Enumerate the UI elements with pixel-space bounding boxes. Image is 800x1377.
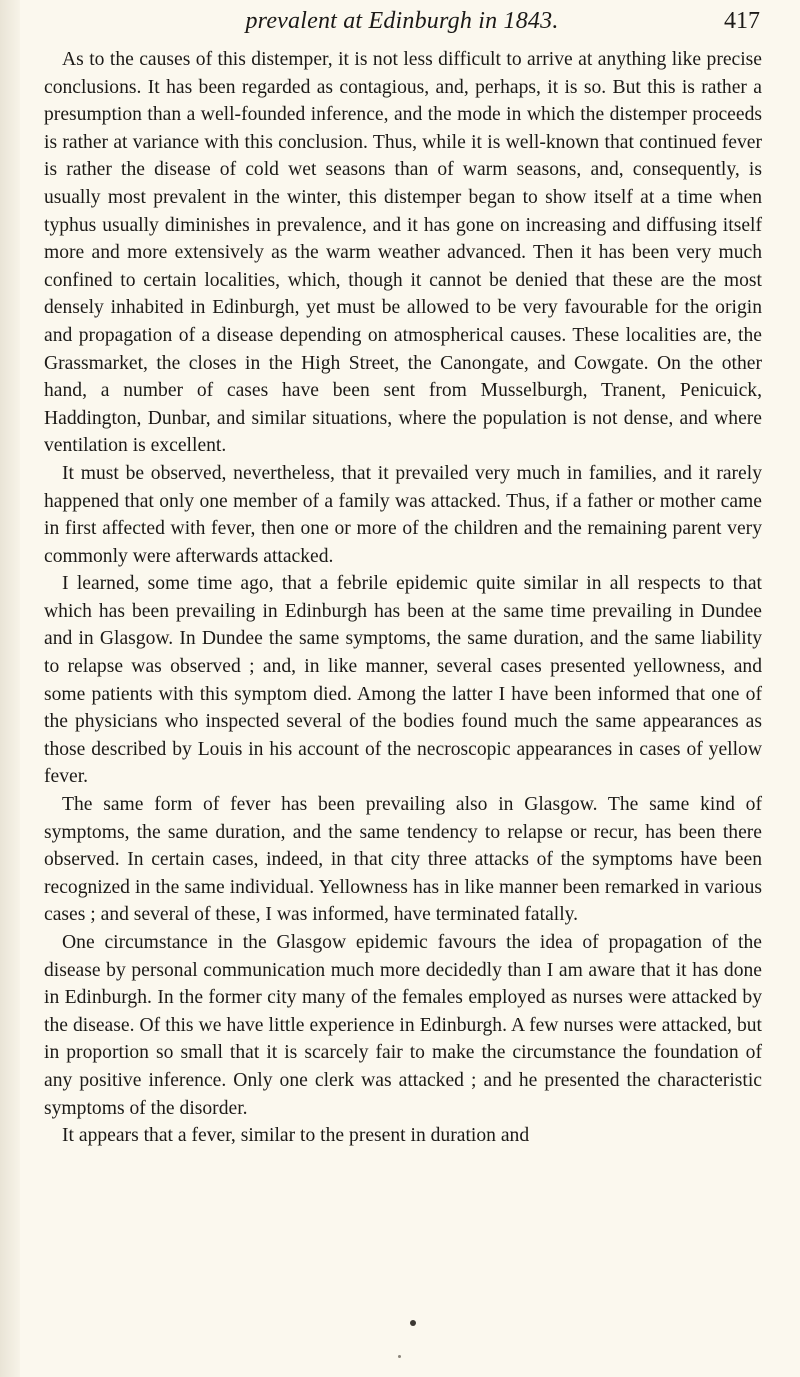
paragraph-similar-fever: It appears that a fever, similar to the present in duration and [62, 1125, 530, 1147]
paragraph-causes: As to the causes of this distemper, it is not less difficult to arrive at anything like precise conclusions. It has been regarded as contagious, and, perhaps, it is so. But this is rather a presumption than a well-founded inference, and the mode in which the distemper proceeds is rather at variance with this conclusion. Thus, while it is well-known that continued fever is rather the disease of cold wet seasons than of warm seasons, and, consequently, is usually most prevalent in the winter, this distemper began to show itself at a time when typhus usually diminishes in prevalence, and it has gone on increasing and diffusing itself more and more extensively as the warm weather advanced. Then it has been very much confined to certain localities, which, though it cannot be denied that these are the most densely inhabited in Edinburgh, yet must be allowed to be very favourable for the origin and propagation of a disease depending on atmospherical causes. These localities are, the Grassmarket, the closes in the High Street, the Canongate, and Cowgate. On the other hand, a number of cases have been sent from Musselburgh, Tranent, Penicuick, Haddington, Dunbar, and similar situations, where the population is not dense, and where ventilation is excellent. [44, 49, 762, 457]
ink-speck [398, 1355, 401, 1358]
paragraph-families: It must be observed, nevertheless, that it prevailed very much in families, and it rarely happened that only one member of a family was attacked. Thus, if a father or mother came in first affected with fever, then one or more of the children and the remaining parent very commonly were afterwards attacked. [44, 462, 762, 567]
running-head [44, 8, 760, 38]
page-number: 417 [724, 8, 760, 34]
paragraph-dundee: I learned, some time ago, that a febrile epidemic quite similar in all respects to that which has been prevailing in Edinburgh has been at the same time prevailing in Dundee and in Glasgow. In Dundee the same symptoms, the same duration, and the same liability to relapse was observed ; and, in like manner, several cases presented yellowness, and some patients with this symptom died. Among the latter I have been informed that one of the physicians who inspected several of the bodies found much the same appearances as those described by Louis in his account of the necroscopic appearances in cases of yellow fever. [44, 573, 762, 788]
page-gutter-shadow [0, 0, 20, 1377]
paragraph-nurses: One circumstance in the Glasgow epidemic favours the idea of propagation of the disease by personal communication much more decidedly than I am aware that it has done in Edinburgh. In the former city many of the females employed as nurses were attacked by the disease. Of this we have little experience in Edinburgh. A few nurses were attacked, but in proportion so small that it is scarcely fair to make the circumstance the foundation of any positive inference. Only one clerk was attacked ; and he presented the characteristic symptoms of the disorder. [44, 932, 762, 1119]
ink-dot [410, 1320, 416, 1326]
body-text [44, 46, 762, 1150]
paragraph-glasgow: The same form of fever has been prevailing also in Glasgow. The same kind of symptoms, the same duration, and the same tendency to relapse or recur, has been there observed. In certain cases, indeed, in that city three attacks of the symptoms have been recognized in the same individual. Yellowness has in like manner been remarked in various cases ; and several of these, I was informed, have terminated fatally. [44, 794, 762, 926]
running-title: prevalent at Edinburgh in 1843. [245, 8, 559, 34]
